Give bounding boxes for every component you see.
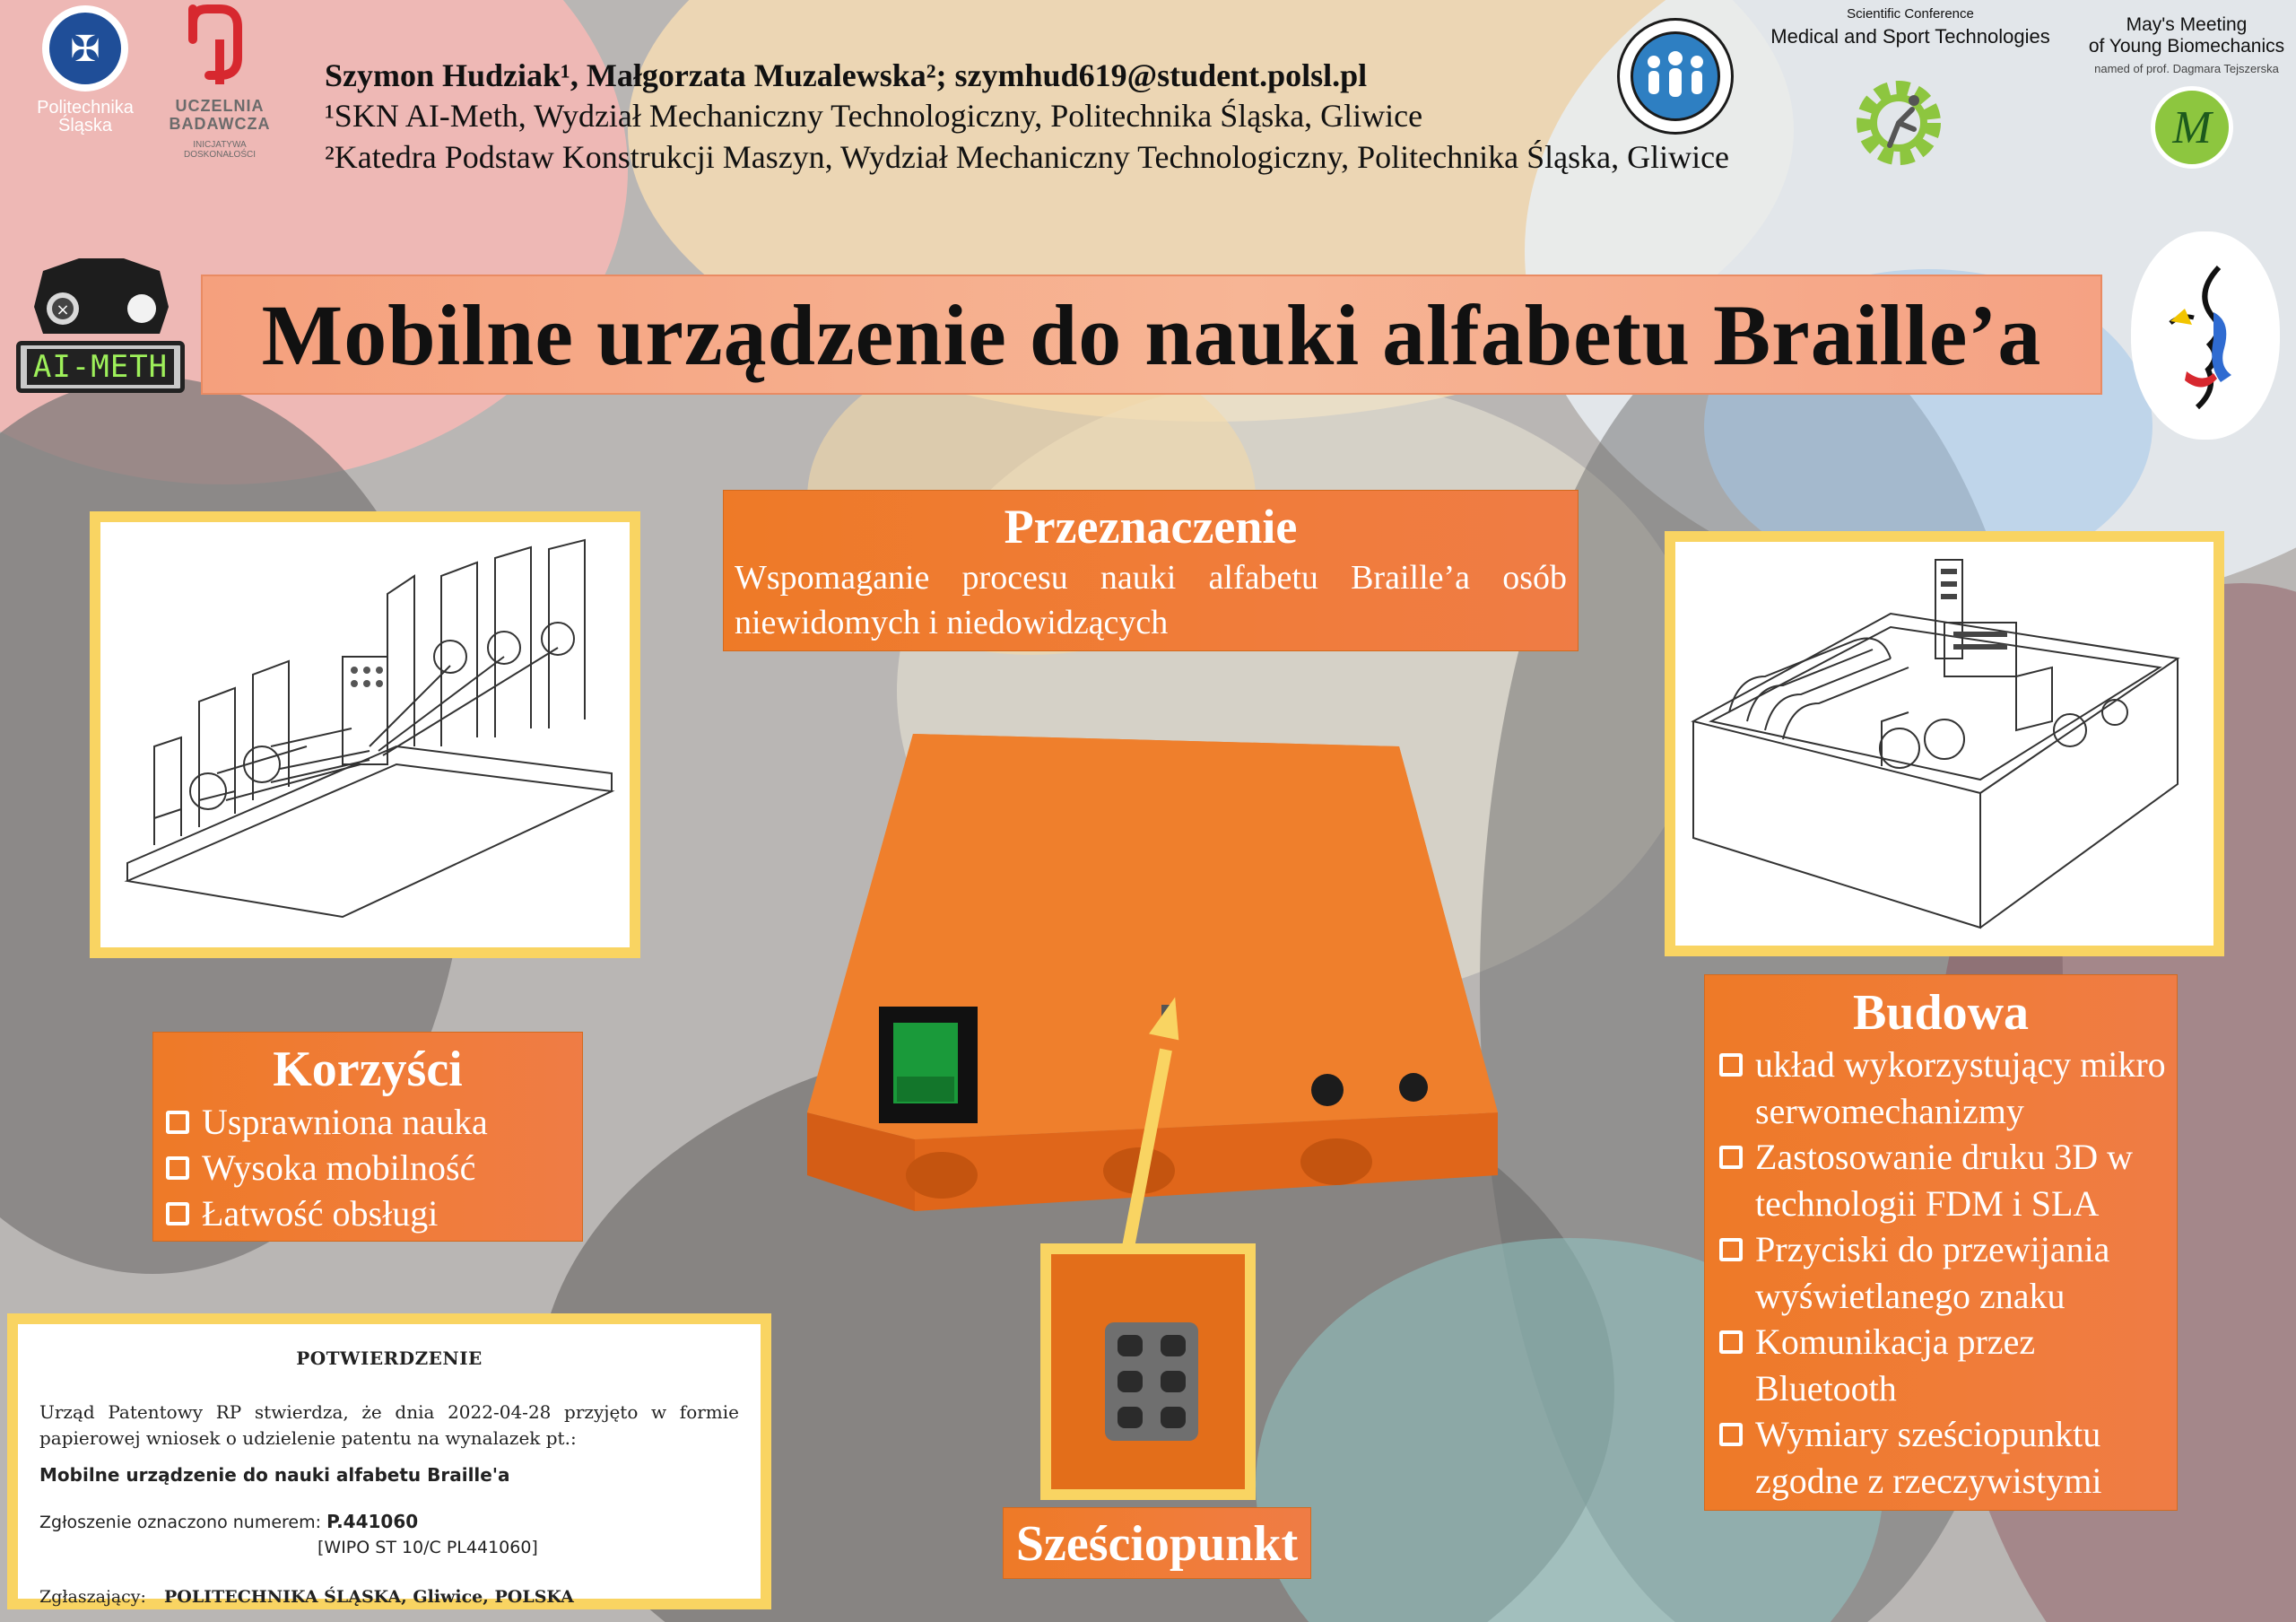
patent-applicant-label: Zgłaszający:: [39, 1587, 146, 1607]
robot-head-icon: [16, 253, 187, 343]
politechnika-label: Politechnika: [37, 98, 134, 118]
conference-small-text: Scientific Conference: [1847, 6, 1974, 22]
patent-number: P.441060: [326, 1511, 419, 1532]
mechanism-drawing-frame: [90, 511, 640, 958]
servo-mechanism-drawing: [100, 522, 630, 947]
m-logo-icon: M: [2151, 86, 2233, 169]
korzysci-list: [162, 1099, 573, 1236]
patent-number-row: [39, 1509, 739, 1535]
checkbox-icon: [1719, 1053, 1743, 1077]
eagle-icon: ✠: [49, 13, 121, 84]
budowa-item-text: Zastosowanie druku 3D w technologii FDM i SLA: [1755, 1137, 2134, 1224]
budowa-heading: Budowa: [1852, 985, 2030, 1041]
list-item: [162, 1099, 573, 1145]
braille-cell: [1105, 1322, 1198, 1441]
patent-applicant-row: [39, 1587, 739, 1607]
checkbox-icon: [1719, 1238, 1743, 1261]
checkbox-icon: [166, 1111, 189, 1134]
checkbox-icon: [1719, 1146, 1743, 1169]
authors-block: [325, 56, 1729, 178]
meeting-line-1: May's Meeting: [2126, 14, 2248, 35]
uczelnia-badawcza-logo: [161, 4, 278, 160]
ai-meth-logo: [16, 253, 187, 411]
face-profile-icon: [2131, 231, 2280, 440]
przeznaczenie-heading: Przeznaczenie: [1004, 500, 1298, 554]
budowa-box: [1704, 974, 2178, 1511]
budowa-list: [1716, 1042, 2166, 1504]
slaska-label: Śląska: [57, 116, 113, 135]
enclosure-assembly-drawing: [1675, 542, 2213, 946]
meeting-dedication: named of prof. Dagmara Tejszerska: [2094, 62, 2279, 75]
poster-title: Mobilne urządzenie do nauki alfabetu Braille’a: [261, 286, 2042, 383]
budowa-item-text: Wymiary sześciopunktu zgodne z rzeczywistymi: [1755, 1414, 2102, 1501]
affiliation-2: ²Katedra Podstaw Konstrukcji Maszyn, Wydział Mechaniczny Technologiczny, Politechnika Śląska, Gliwice: [325, 139, 1730, 175]
patent-applicant: POLITECHNIKA ŚLĄSKA, Gliwice, POLSKA: [163, 1587, 574, 1607]
people-icon: [1639, 49, 1711, 103]
mays-meeting-logo: [2079, 14, 2294, 77]
checkbox-icon: [166, 1202, 189, 1225]
badawcza-text: BADAWCZA: [169, 115, 271, 133]
list-item: [1716, 1319, 2166, 1411]
device-photo: [807, 727, 1507, 1256]
list-item: [1716, 1134, 2166, 1226]
checkbox-icon: [1719, 1330, 1743, 1354]
patent-confirmation: [7, 1313, 771, 1609]
list-item: [1716, 1411, 2166, 1504]
uczelnia-badawcza-mark-icon: [184, 4, 256, 89]
list-item: [1716, 1042, 2166, 1134]
korzysci-item-text: Wysoka mobilność: [202, 1147, 476, 1188]
patent-body: Urząd Patentowy RP stwierdza, że dnia 2022-04-28 przyjęto w formie papierowej wniosek o udzielenie patentu na wynalazek pt.:: [39, 1401, 739, 1449]
politechnika-slaska-logo: [27, 5, 144, 149]
checkbox-icon: [1719, 1423, 1743, 1446]
gear-runner-icon: [1849, 74, 1948, 172]
korzysci-item-text: Usprawniona nauka: [202, 1102, 488, 1142]
list-item: [162, 1145, 573, 1190]
patent-invention: Mobilne urządzenie do nauki alfabetu Braille'a: [39, 1464, 510, 1486]
korzysci-item-text: Łatwość obsługi: [202, 1193, 439, 1234]
korzysci-box: [152, 1032, 583, 1242]
patent-heading: POTWIERDZENIE: [296, 1347, 483, 1369]
meeting-line-2: of Young Biomechanics: [2088, 36, 2285, 57]
authors-line: Szymon Hudziak¹, Małgorzata Muzalewska²; szymhud619@student.polsl.pl: [325, 57, 1368, 93]
budowa-item-text: Przyciski do przewijania wyświetlanego znaku: [1755, 1229, 2110, 1316]
power-switch-icon: [879, 1007, 978, 1123]
inicjatywa-text: INICJATYWA DOSKONAŁOŚCI: [183, 140, 257, 160]
przeznaczenie-text: Wspomaganie procesu nauki alfabetu Braille’a osób niewidomych i niedowidzących: [735, 559, 1567, 641]
conference-logo: [1767, 5, 2054, 50]
list-item: [1716, 1226, 2166, 1319]
budowa-item-text: Komunikacja przez Bluetooth: [1755, 1321, 2036, 1408]
poster-title-box: [201, 275, 2102, 395]
budowa-item-text: układ wykorzystujący mikro serwomechanizmy: [1755, 1044, 2166, 1131]
enclosure-drawing-frame: [1665, 531, 2224, 956]
face-logo: [2131, 231, 2280, 440]
ai-meth-plate-text: AI-METH: [27, 349, 174, 385]
przeznaczenie-box: [723, 490, 1578, 651]
affiliation-1: ¹SKN AI-Meth, Wydział Mechaniczny Technologiczny, Politechnika Śląska, Gliwice: [325, 98, 1423, 134]
korzysci-heading: Korzyści: [273, 1042, 463, 1097]
school-logo: [1617, 18, 1734, 135]
checkbox-icon: [166, 1156, 189, 1180]
svg-text:×: ×: [56, 301, 70, 319]
conference-name: Medical and Sport Technologies: [1770, 25, 2050, 48]
patent-wipo: [WIPO ST 10/C PL441060]: [317, 1538, 538, 1557]
list-item: [162, 1190, 573, 1236]
szesciopunkt-label: Sześciopunkt: [1003, 1507, 1311, 1579]
patent-number-label: Zgłoszenie oznaczono numerem:: [39, 1513, 322, 1532]
six-dot-zoom-frame: [1040, 1243, 1256, 1500]
uczelnia-text: UCZELNIA: [175, 97, 265, 115]
